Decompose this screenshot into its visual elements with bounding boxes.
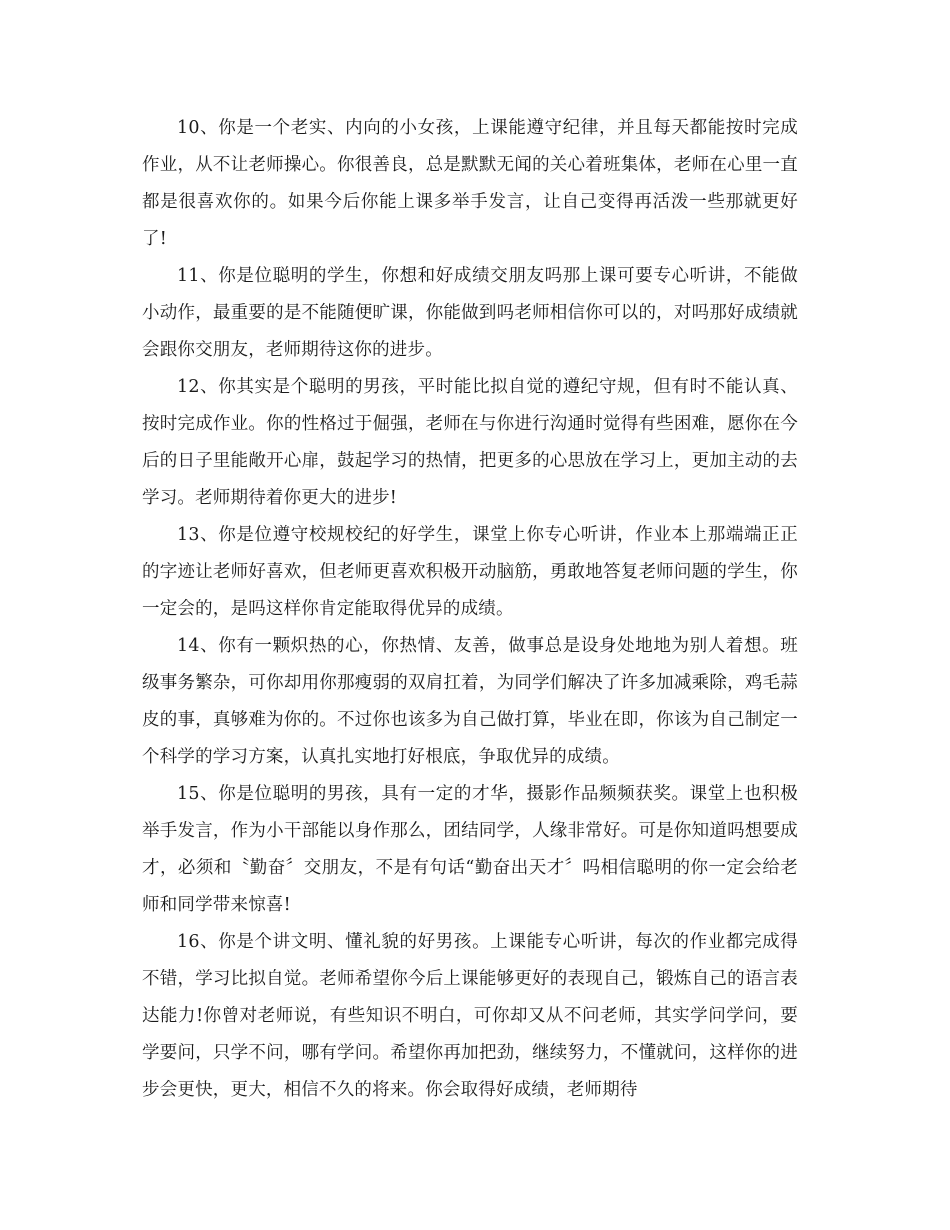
- comment-paragraph-16: 16、你是个讲文明、懂礼貌的好男孩。上课能专心听讲，每次的作业都完成得不错，学习比拟自觉。老师希望你今后上课能够更好的表现自己，锻炼自己的语言表达能力!你曾对老师说，有些知识不明白，可你却又从不问老师，其实学问学问，要学要问，只学不问，哪有学问。希望你再加把劲，继续努力，不懂就问，这样你的进步会更快，更大，相信不久的将来。你会取得好成绩，老师期待: [142, 932, 798, 1100]
- comment-paragraph-10: 10、你是一个老实、内向的小女孩，上课能遵守纪律，并且每天都能按时完成作业，从不让老师操心。你很善良，总是默默无闻的关心着班集体，老师在心里一直都是很喜欢你的。如果今后你能上课多举手发言，让自己变得再活泼一些那就更好了!: [142, 118, 798, 249]
- comment-paragraph-11: 11、你是位聪明的学生，你想和好成绩交朋友吗那上课可要专心听讲，不能做小动作，最重要的是不能随便旷课，你能做到吗老师相信你可以的，对吗那好成绩就会跟你交朋友，老师期待这你的进步。: [142, 266, 798, 360]
- comment-paragraph-14: 14、你有一颗炽热的心，你热情、友善，做事总是设身处地地为别人着想。班级事务繁杂，可你却用你那瘦弱的双肩扛着，为同学们解决了许多加减乘除，鸡毛蒜皮的事，真够难为你的。不过你也该多为自己做打算，毕业在即，你该为自己制定一个科学的学习方案，认真扎实地打好根底，争取优异的成绩。: [142, 636, 798, 767]
- comment-paragraph-13: 13、你是位遵守校规校纪的好学生，课堂上你专心听讲，作业本上那端端正正的字迹让老师好喜欢，但老师更喜欢积极开动脑筋，勇敢地答复老师问题的学生，你一定会的，是吗这样你肯定能取得优异的成绩。: [142, 525, 798, 619]
- comment-paragraph-15: 15、你是位聪明的男孩，具有一定的才华，摄影作品频频获奖。课堂上也积极举手发言，作为小干部能以身作那么，团结同学，人缘非常好。可是你知道吗想要成才，必须和〝勤奋〞交朋友，不是有句话“勤奋出天才〞吗相信聪明的你一定会给老师和同学带来惊喜!: [142, 784, 798, 915]
- comment-paragraph-12: 12、你其实是个聪明的男孩，平时能比拟自觉的遵纪守规，但有时不能认真、按时完成作业。你的性格过于倔强，老师在与你进行沟通时觉得有些困难，愿你在今后的日子里能敞开心扉，鼓起学习的热情，把更多的心思放在学习上，更加主动的去学习。老师期待着你更大的进步!: [142, 377, 798, 508]
- document-body: [142, 110, 798, 1109]
